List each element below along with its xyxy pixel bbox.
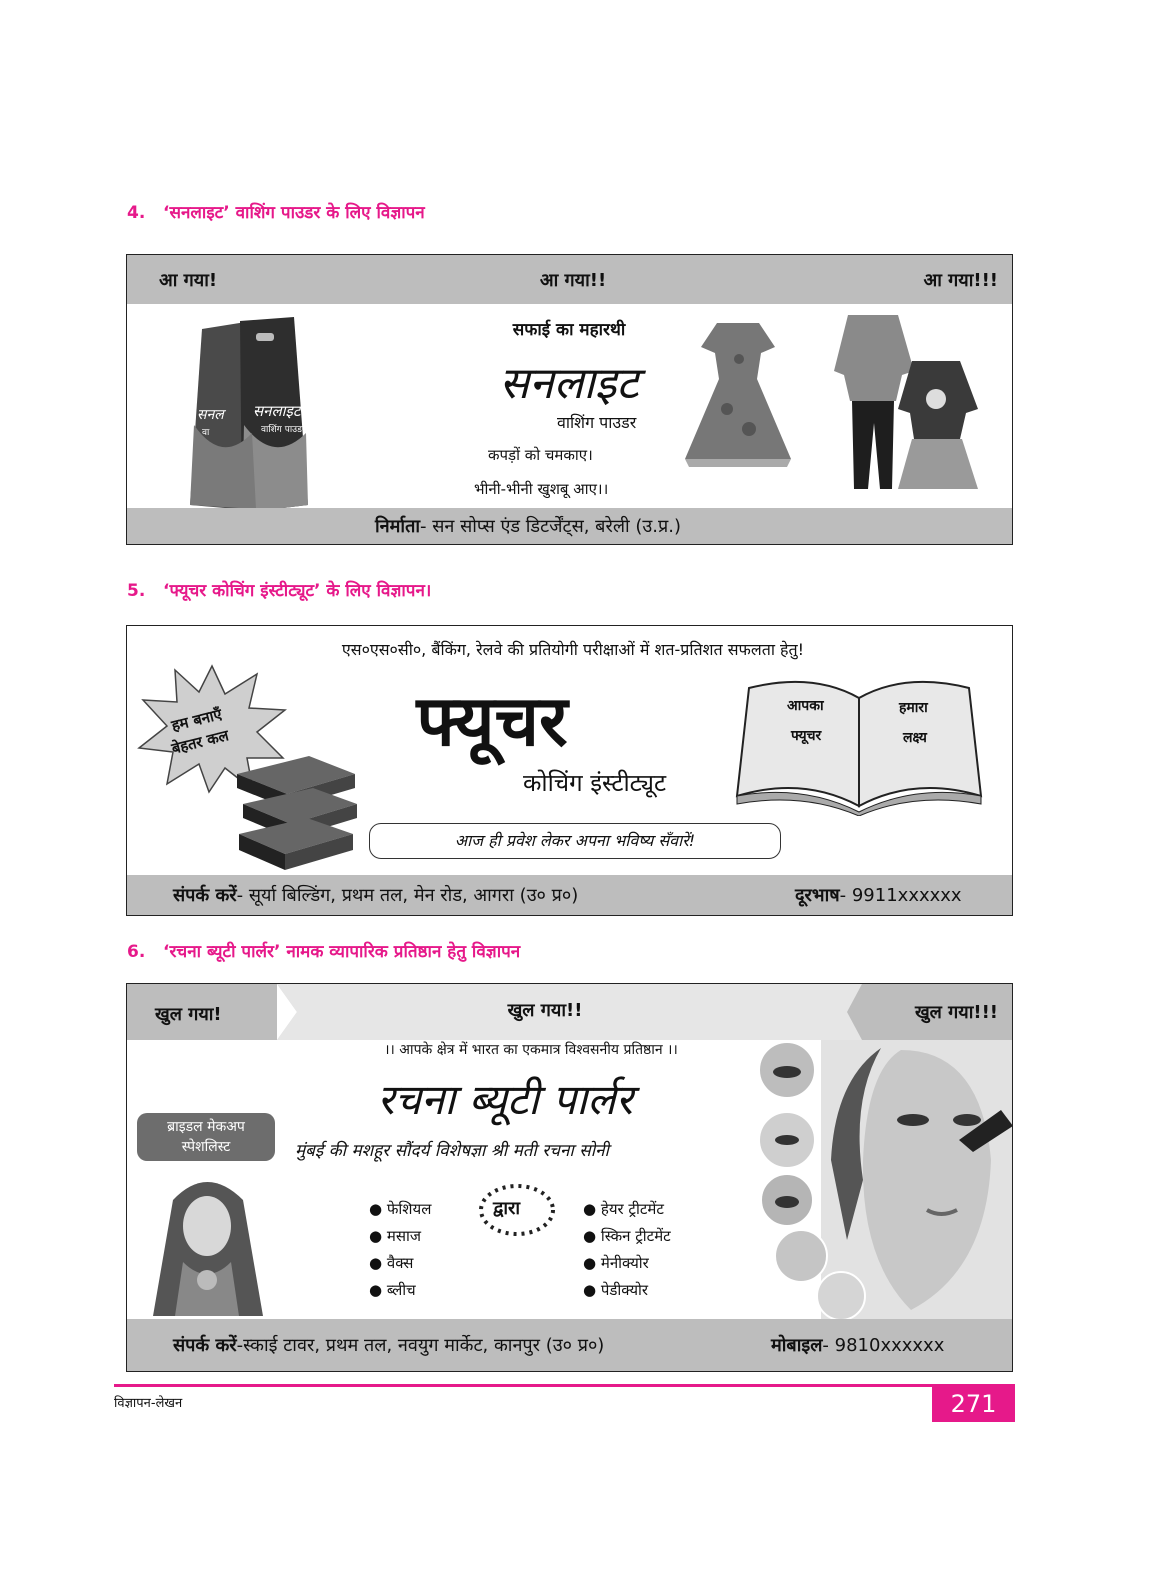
expert-line: मुंबई की मशहूर सौंदर्य विशेषज्ञा श्री मती रचना सोनी [295, 1141, 609, 1161]
section-number: 4. [127, 203, 146, 223]
sunlight-ad [126, 254, 1013, 545]
books-stack-icon [231, 754, 361, 874]
service-item: ● स्किन ट्रीटमेंट [583, 1227, 671, 1245]
announce-left: आ गया! [159, 269, 218, 291]
slogan-line-1: कपड़ों को चमकाए। [488, 446, 593, 464]
announce-left: खुल गया! [155, 1004, 222, 1025]
brand-name: सनलाइट [499, 358, 639, 409]
service-item: ● वैक्स [369, 1254, 414, 1272]
contact-info [173, 883, 578, 907]
contact-info [173, 1333, 604, 1357]
service-item: ● हेयर ट्रीटमेंट [583, 1200, 664, 1218]
footer-rule [114, 1384, 1015, 1387]
pack-label: सनलाइट [253, 402, 301, 420]
tagline: ।। आपके क्षेत्र में भारत का एकमात्र विश्वसनीय प्रतिष्ठान ।। [384, 1042, 678, 1058]
brand-name: फ्यूचर [416, 680, 568, 762]
admission-pill: आज ही प्रवेश लेकर अपना भविष्य सँवारें! [369, 823, 781, 859]
announce-right: खुल गया!!! [914, 1002, 998, 1023]
section-title: ‘रचना ब्यूटी पार्लर’ नामक व्यापारिक प्रतिष्ठान हेतु विज्ञापन [163, 942, 521, 962]
service-item: ● फेशियल [369, 1200, 432, 1218]
slogan-line-2: भीनी-भीनी खुशबू आए।। [474, 480, 609, 498]
section-title: ‘सनलाइट’ वाशिंग पाउडर के लिए विज्ञापन [163, 203, 425, 223]
contact-label: संपर्क करें [173, 1335, 237, 1356]
badge-line-1: ब्राइडल मेकअप [167, 1119, 245, 1135]
announce-right: आ गया!!! [923, 269, 998, 291]
services-right [583, 1196, 671, 1304]
phone-text: - 9911xxxxxx [839, 885, 962, 906]
star-text-2: बेहतर कल [169, 726, 231, 758]
section-number: 6. [127, 942, 146, 962]
badge-line-2: स्पेशलिस्ट [181, 1139, 231, 1155]
section-heading [127, 578, 431, 601]
clothes-image [832, 313, 992, 493]
bottom-bar [127, 508, 1012, 544]
service-item: ● मेनीक्योर [583, 1254, 649, 1272]
maker-info [375, 514, 681, 538]
bride-photo [143, 1170, 273, 1316]
pack-sub: वाशिंग पाउडर [261, 425, 306, 435]
mobile-label: मोबाइल [771, 1335, 823, 1356]
announce-center: खुल गया!! [507, 1000, 583, 1021]
mobile-info [771, 1333, 944, 1357]
book-text-left-2: फ्यूचर [791, 728, 822, 744]
maker-text: - सन सोप्स एंड डिटर्जेंट्स, बरेली (उ.प्र.) [420, 516, 681, 537]
footer-chapter: विज्ञापन-लेखन [114, 1396, 183, 1411]
pack-sub-back: वा [202, 428, 210, 438]
brand-name: रचना ब्यूटी पार्लर [377, 1075, 633, 1124]
service-item: ● पेडीक्योर [583, 1281, 649, 1299]
star-text-1: हम बनाएँ [169, 705, 224, 735]
contact-text: -स्काई टावर, प्रथम तल, नवयुग मार्केट, कानपुर (उ० प्र०) [236, 1335, 605, 1356]
page-number: 271 [932, 1386, 1015, 1422]
book-text-left-1: आपका [787, 698, 824, 714]
section-heading [127, 200, 425, 223]
section-title: ‘फ्यूचर कोचिंग इंस्टीट्यूट’ के लिए विज्ञापन। [163, 581, 432, 601]
service-item: ● ब्लीच [369, 1281, 416, 1299]
top-bar [127, 255, 1012, 304]
institute-name: कोचिंग इंस्टीट्यूट [523, 769, 667, 797]
announce-center: आ गया!! [539, 269, 607, 291]
tagline: सफाई का महारथी [512, 320, 626, 340]
contact-label: संपर्क करें [173, 885, 237, 906]
services-left [369, 1196, 431, 1304]
mobile-text: - 9810xxxxxx [822, 1335, 945, 1356]
dress-image [679, 319, 797, 469]
beauty-collage-photo [751, 1040, 1013, 1320]
beauty-parlour-ad [126, 983, 1013, 1372]
book-text-right-1: हमारा [899, 700, 928, 716]
maker-label: निर्माता [375, 516, 420, 537]
bottom-bar [127, 875, 1012, 915]
phone-label: दूरभाष [795, 885, 840, 906]
bridal-badge [137, 1113, 275, 1161]
pack-label-back: सनल [197, 407, 224, 423]
phone-info [795, 883, 962, 907]
bottom-bar [127, 1319, 1012, 1371]
section-number: 5. [127, 581, 146, 601]
product-name: वाशिंग पाउडर [557, 413, 637, 432]
section-heading [127, 939, 520, 962]
service-item: ● मसाज [369, 1227, 421, 1245]
by-label: द्वारा [493, 1198, 521, 1219]
future-coaching-ad [126, 625, 1013, 916]
exam-line: एस०एस०सी०, बैंकिंग, रेलवे की प्रतियोगी परीक्षाओं में शत-प्रतिशत सफलता हेतु! [341, 640, 805, 659]
open-book-icon [733, 676, 985, 816]
contact-text: - सूर्या बिल्डिंग, प्रथम तल, मेन रोड, आगरा (उ० प्र०) [236, 885, 579, 906]
book-text-right-2: लक्ष्य [903, 730, 927, 746]
